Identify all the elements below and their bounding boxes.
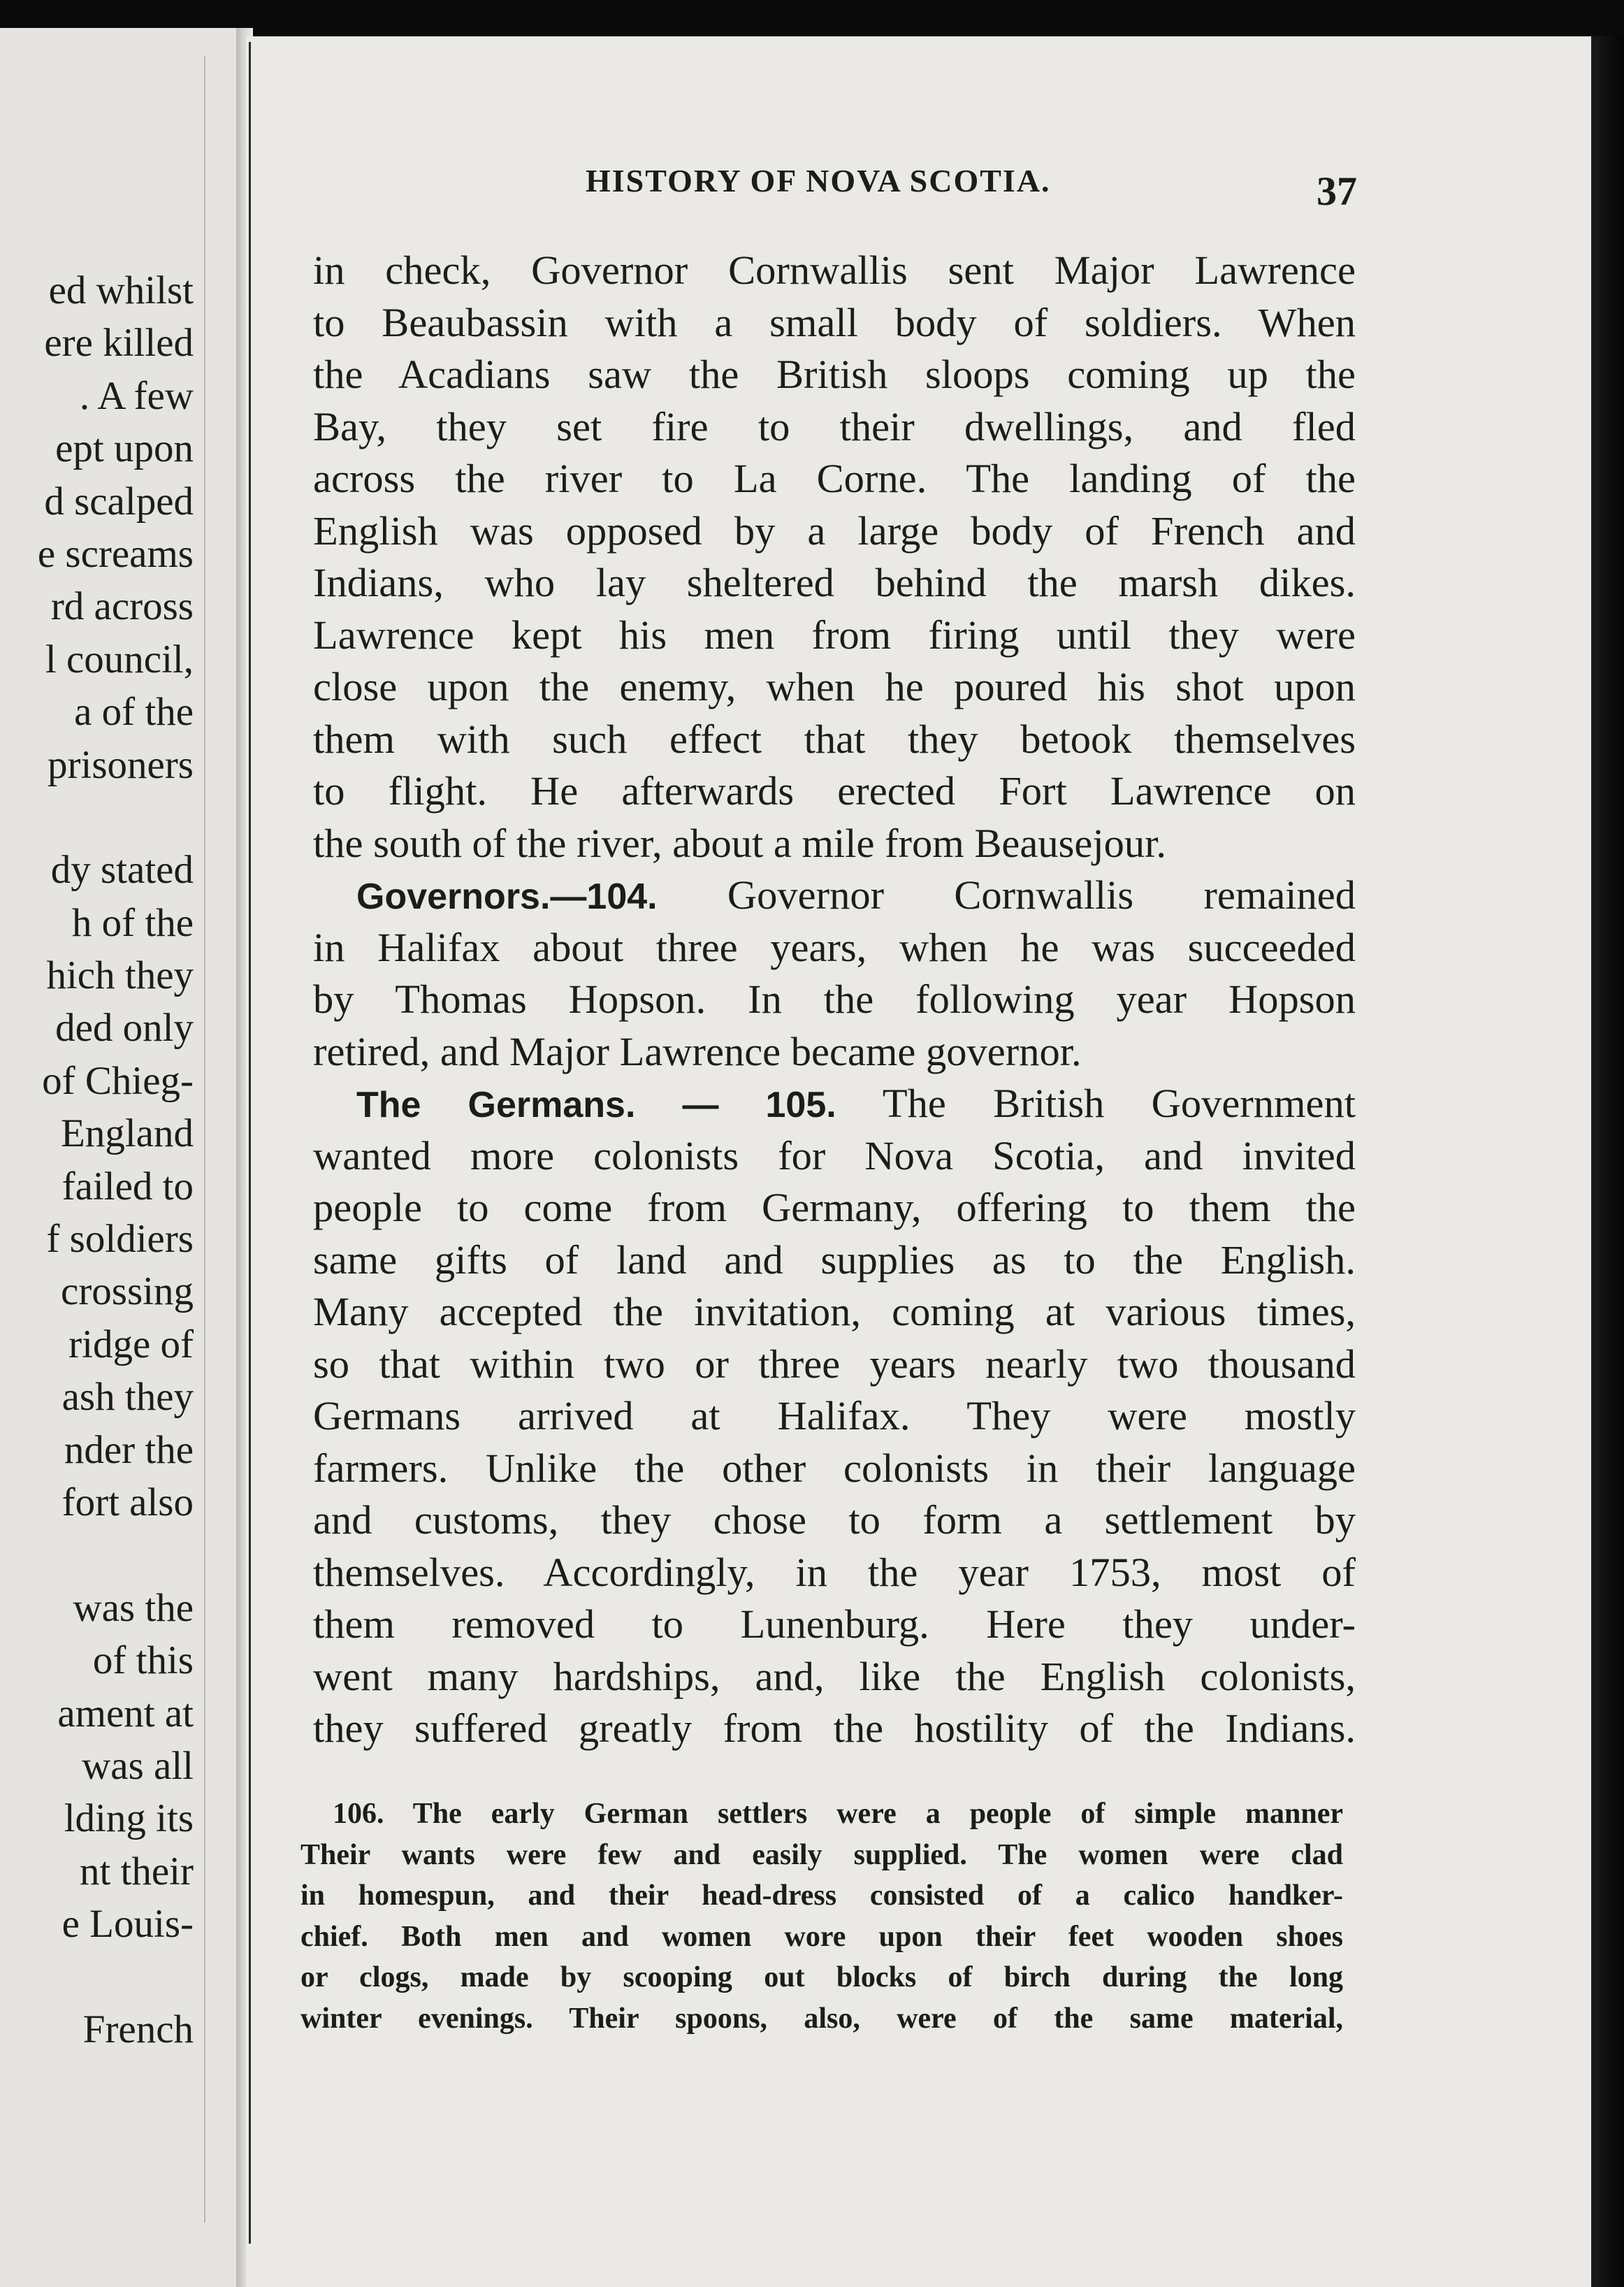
section-heading-governors: Governors.—104. [356, 876, 658, 917]
left-fragment-line: ament at [57, 1691, 194, 1736]
page-edge-line [249, 42, 251, 2244]
left-page-text-fragments [0, 264, 194, 2056]
text-line: the Acadians saw the British sloops coming up the [313, 352, 1356, 397]
paragraph-germans-first-line [313, 1078, 1356, 1130]
left-fragment-line: ed whilst [48, 268, 194, 312]
left-fragment-line: ept upon [55, 426, 194, 471]
text-line: Many accepted the invitation, coming at various times, [313, 1289, 1356, 1334]
left-fragment-line: failed to [61, 1164, 194, 1209]
left-fragment-line: . A few [79, 373, 194, 418]
left-fragment-line: ash they [61, 1375, 194, 1420]
text-line: in Halifax about three years, when he was succeeded [313, 924, 1356, 970]
footnote-line: winter evenings. Their spoons, also, were of the same material, [300, 2002, 1343, 2035]
left-fragment-line: ded only [55, 1006, 194, 1051]
left-fragment-line: rd across [50, 584, 194, 629]
text-line: across the river to La Corne. The landing of the [313, 456, 1356, 501]
left-fragment-line: f soldiers [46, 1217, 194, 1262]
left-fragment-line: was all [82, 1743, 194, 1788]
text-line: retired, and Major Lawrence became governor. [313, 1028, 1082, 1074]
left-fragment-line: of Chieg- [42, 1058, 194, 1103]
page-number: 37 [1317, 168, 1357, 214]
left-fragment-line: h of the [71, 900, 194, 945]
left-fragment-line: crossing [61, 1269, 194, 1314]
footnote [300, 1794, 1343, 2040]
left-fragment-line: ere killed [44, 321, 194, 366]
text-line: so that within two or three years nearly two thousand [313, 1341, 1356, 1387]
footnote-line: 106. The early German settlers were a people of simple manner [333, 1798, 1343, 1830]
left-fragment-gap [0, 1951, 194, 2003]
scan-edge-shadow [1591, 36, 1624, 2287]
left-fragment-line: dy stated [50, 848, 194, 893]
text-line: Lawrence kept his men from firing until they were [313, 612, 1356, 658]
left-fragment-line: nt their [79, 1849, 194, 1893]
left-fragment-line: fort also [61, 1480, 194, 1524]
text-line: them removed to Lunenburg. Here they under- [313, 1601, 1356, 1647]
left-fragment-line: was the [73, 1585, 194, 1630]
body-text [313, 245, 1356, 1755]
paragraph-governors-first-line [313, 870, 1356, 922]
footnote-line: chief. Both men and women wore upon their feet wooden shoes [300, 1920, 1343, 1953]
section-heading-germans: The Germans. — 105. [356, 1085, 836, 1125]
text-line: people to come from Germany, offering to them the [313, 1185, 1356, 1230]
left-fragment-line: of this [92, 1638, 194, 1683]
text-line: English was opposed by a large body of French and [313, 507, 1356, 554]
text-line: close upon the enemy, when he poured his shot upon [313, 664, 1356, 709]
footnote-line: or clogs, made by scooping out blocks of birch during the long [300, 1961, 1343, 1994]
text-line: farmers. Unlike the other colonists in their language [313, 1445, 1356, 1491]
left-fragment-line: e screams [37, 531, 194, 576]
text-line: the south of the river, about a mile from Beausejour. [313, 820, 1166, 866]
text-line: them with such effect that they betook themselves [313, 716, 1356, 762]
left-fragment-line: ridge of [68, 1322, 194, 1366]
left-fragment-line: lding its [64, 1796, 194, 1841]
text-line: same gifts of land and supplies as to the English. [313, 1236, 1356, 1283]
text-line: to flight. He afterwards erected Fort Lawrence on [313, 768, 1356, 814]
left-fragment-line: England [61, 1111, 194, 1156]
text-line: to Beaubassin with a small body of soldiers. When [313, 299, 1356, 345]
text-line: went many hardships, and, like the English colonists, [313, 1653, 1356, 1699]
left-fragment-line: d scalped [44, 479, 194, 524]
text-line: Indians, who lay sheltered behind the marsh dikes. [313, 560, 1356, 605]
left-fragment-line: a of the [74, 690, 194, 735]
text-line: by Thomas Hopson. In the following year Hopson [313, 976, 1356, 1022]
running-head: HISTORY OF NOVA SCOTIA. [586, 163, 1051, 199]
text-line: Bay, they set fire to their dwellings, and fled [313, 403, 1356, 449]
text-run: Governor Cornwallis remained [727, 872, 1356, 918]
left-fragment-gap [0, 1529, 194, 1581]
text-run: The British Government [882, 1081, 1356, 1126]
text-line: in check, Governor Cornwallis sent Major Lawrence [313, 247, 1356, 293]
left-fragment-line: hich they [46, 953, 194, 998]
left-fragment-line: e Louis- [61, 1902, 194, 1947]
left-fragment-line: l council, [45, 637, 194, 681]
text-line: and customs, they chose to form a settlement by [313, 1497, 1356, 1543]
left-fragment-line: French [82, 2007, 194, 2051]
left-fragment-line: nder the [64, 1427, 194, 1472]
text-line: wanted more colonists for Nova Scotia, and invited [313, 1132, 1356, 1178]
footnote-line: Their wants were few and easily supplied. The women were clad [300, 1838, 1343, 1871]
text-line: Germans arrived at Halifax. They were mostly [313, 1393, 1356, 1438]
text-line: themselves. Accordingly, in the year 1753, most of [313, 1549, 1356, 1595]
text-line: they suffered greatly from the hostility of the Indians. [313, 1705, 1356, 1751]
footnote-line: in homespun, and their head-dress consisted of a calico handker- [300, 1880, 1343, 1912]
left-fragment-line: prisoners [48, 742, 194, 787]
left-fragment-gap [0, 791, 194, 844]
left-page-margin-line [204, 56, 205, 2223]
